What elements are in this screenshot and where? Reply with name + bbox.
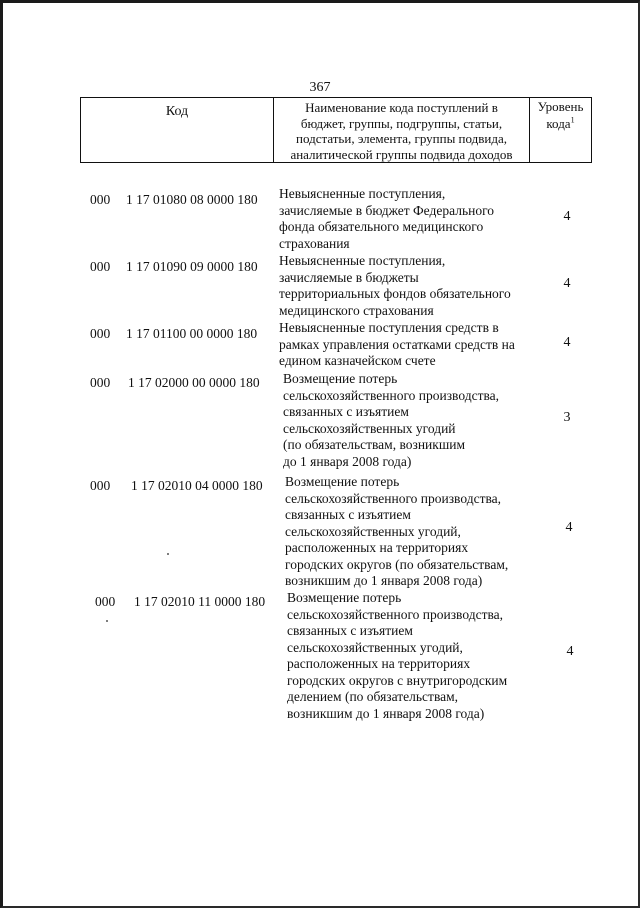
row-description bbox=[279, 186, 527, 252]
table-header bbox=[80, 97, 592, 163]
row-description-line: зачисляемые в бюджеты bbox=[279, 269, 419, 285]
row-description-line: Невыясненные поступления, bbox=[279, 186, 446, 201]
row-description-line: страхования bbox=[279, 235, 350, 251]
row-description bbox=[287, 590, 535, 722]
row-description-line: фонда обязательного медицинского bbox=[279, 219, 484, 234]
row-description-line: едином казначейском счете bbox=[279, 353, 436, 368]
row-description-line: возникшим до 1 января 2008 года) bbox=[287, 705, 485, 721]
row-description-line: Возмещение потерь bbox=[285, 474, 400, 489]
row-prefix: 000 bbox=[90, 326, 111, 341]
row-prefix: 000 bbox=[90, 259, 111, 274]
row-code: 1 17 02010 04 0000 180 bbox=[131, 478, 263, 493]
header-name-line: подстатьи, элемента, группы подвида, bbox=[296, 131, 507, 146]
header-name-line: Наименование кода поступлений в bbox=[305, 100, 498, 115]
row-description-line: связанных с изъятием bbox=[283, 404, 409, 419]
page-number: 367 bbox=[309, 80, 331, 95]
header-level-line bbox=[530, 115, 591, 132]
header-level-footnote: 1 bbox=[570, 115, 575, 125]
row-prefix: 000 bbox=[90, 375, 111, 390]
row-level: 4 bbox=[563, 276, 571, 291]
header-level-cell bbox=[530, 98, 591, 162]
row-description-line: Невыясненные поступления, bbox=[279, 253, 446, 268]
row-description-line: (по обязательствам, возникшим bbox=[283, 437, 466, 452]
row-description bbox=[285, 474, 533, 590]
header-level-word: кода bbox=[546, 116, 571, 131]
row-level: 4 bbox=[563, 209, 571, 224]
row-description-line: зачисляемые в бюджет Федерального bbox=[279, 202, 495, 218]
row-level: 4 bbox=[566, 644, 574, 659]
row-description-line: возникшим до 1 января 2008 года) bbox=[285, 573, 483, 588]
row-description-line: Возмещение потерь bbox=[283, 371, 398, 386]
header-code-cell: Код bbox=[81, 98, 274, 162]
row-code: 1 17 01100 00 0000 180 bbox=[126, 326, 258, 341]
row-description-line: связанных с изъятием bbox=[287, 623, 413, 638]
row-description-line: территориальных фондов обязательного bbox=[279, 286, 511, 301]
row-description-line: рамках управления остатками средств на bbox=[279, 336, 515, 352]
header-name-line: бюджет, группы, подгруппы, статьи, bbox=[300, 115, 503, 131]
row-description-line: сельскохозяйственных угодий, bbox=[287, 639, 463, 655]
row-description-line: расположенных на территориях bbox=[285, 540, 469, 555]
scan-speck bbox=[167, 553, 169, 555]
header-name-line: аналитической группы подвида доходов bbox=[290, 146, 513, 162]
row-description bbox=[279, 320, 527, 370]
row-prefix: 000 bbox=[95, 594, 116, 609]
row-description-line: сельскохозяйственных угодий bbox=[283, 420, 456, 436]
row-description-line: городских округов с внутригородским bbox=[287, 672, 508, 688]
row-level: 4 bbox=[563, 335, 571, 350]
row-prefix: 000 bbox=[90, 478, 111, 493]
scan-speck bbox=[106, 620, 108, 622]
header-level-line: Уровень bbox=[537, 99, 584, 114]
row-code: 1 17 01090 09 0000 180 bbox=[126, 259, 258, 274]
row-code: 1 17 01080 08 0000 180 bbox=[126, 192, 258, 207]
row-description-line: сельскохозяйственного производства, bbox=[285, 490, 502, 506]
row-level: 4 bbox=[565, 520, 573, 535]
row-description bbox=[283, 371, 531, 470]
row-description-line: Невыясненные поступления средств в bbox=[279, 320, 499, 335]
row-description-line: сельскохозяйственного производства, bbox=[287, 606, 504, 622]
header-name-cell bbox=[274, 98, 530, 162]
row-description-line: до 1 января 2008 года) bbox=[283, 453, 412, 469]
row-description-line: сельскохозяйственных угодий, bbox=[285, 523, 461, 539]
row-prefix: 000 bbox=[90, 192, 111, 207]
row-code: 1 17 02010 11 0000 180 bbox=[134, 594, 266, 609]
row-description-line: Возмещение потерь bbox=[287, 590, 402, 605]
row-description bbox=[279, 253, 527, 319]
row-level: 3 bbox=[563, 410, 571, 425]
row-description-line: связанных с изъятием bbox=[285, 507, 411, 522]
row-description-line: расположенных на территориях bbox=[287, 656, 471, 671]
row-description-line: делением (по обязательствам, bbox=[287, 689, 459, 704]
row-description-line: сельскохозяйственного производства, bbox=[283, 387, 500, 403]
row-description-line: городских округов (по обязательствам, bbox=[285, 556, 509, 572]
row-code: 1 17 02000 00 0000 180 bbox=[128, 375, 260, 390]
row-description-line: медицинского страхования bbox=[279, 302, 434, 318]
